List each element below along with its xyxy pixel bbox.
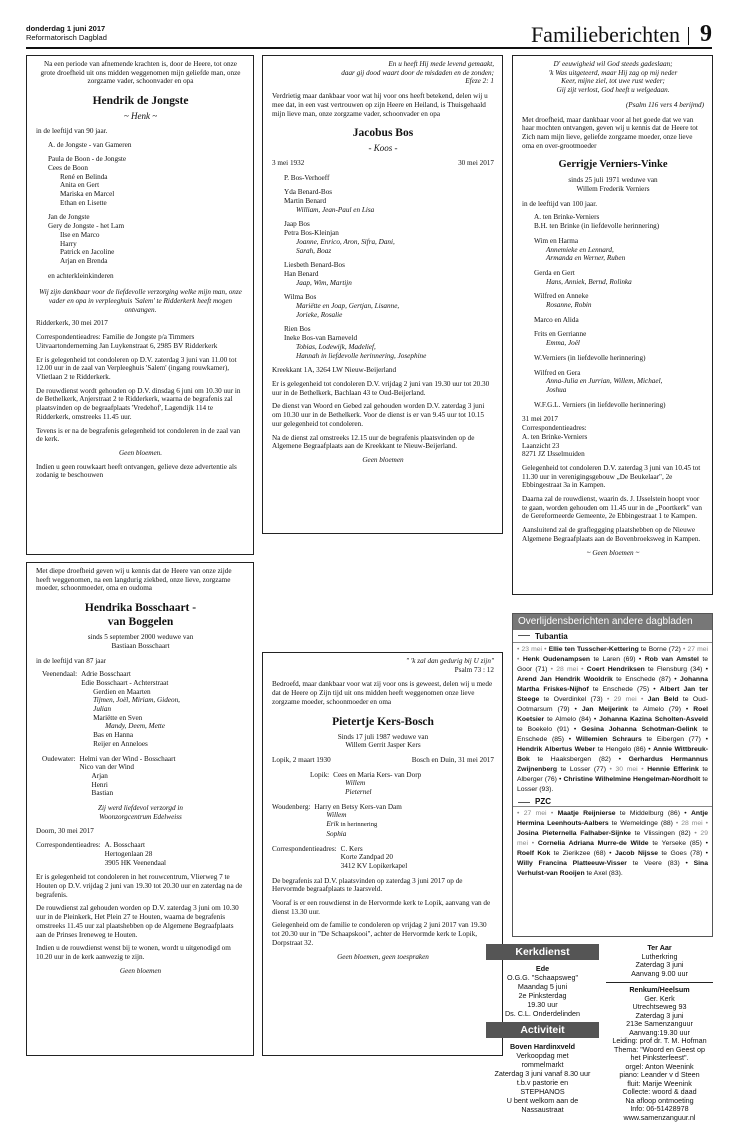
family-member: Nico van der Wind [80,763,245,772]
issue-date: donderdag 1 juni 2017 [26,24,107,33]
birth-date: 3 mei 1932 [272,159,304,168]
family-member: Anna-Julia en Jurrian, Willem, Michael, [522,377,704,386]
family-member: Cees de Boon [36,164,245,173]
family-member: René en Belinda [36,173,245,182]
notice-date: 31 mei 2017 [522,415,704,424]
family-member: Tobias, Lodewijk, Madelief, [272,343,494,352]
correspondence-street: Hertogenlaan 28 [105,850,245,859]
divider [606,982,713,983]
place-date: Doorn, 30 mei 2017 [36,827,245,836]
service-info: De rouwdienst wordt gehouden op D.V. dinsdag 6 juni om 10.30 uur in de Bethelkerk, Anjerstraat 2 te Ridderkerk, waarna de begrafenis zal plaatsvinden op de begraafplaats 'Vredehof', Lagendijk 114 te Ridderkerk, omstreeks 11.45 uur. [36,387,245,422]
kerkdienst-place: Ede [486,964,599,973]
renkum-line: het Pinksterfeest". [606,1054,713,1063]
verse-line-1: D' eeuwigheid wil God steeds gadeslaan; [522,60,704,69]
ter-aar-title: Ter Aar [606,944,713,953]
family-list [80,755,245,799]
kerkdienst-line: 2e Pinksterdag [486,991,599,1000]
family-list [522,213,704,409]
correspondence-city: 3905 HK Veenendaal [105,859,245,868]
verse-line-2: daar gij dood waart door de misdaden en de zonden; [272,69,494,78]
family-member: Jaap Bos [272,220,494,229]
care-thanks: Wij zijn dankbaar voor de liefdevolle verzorging welke mijn man, onze vader en opa in verpleeghuis 'Salem' te Ridderkerk heeft mogen ontvangen. [36,288,245,314]
deceased-nickname: - Koos - [272,144,494,153]
family-member: Gery de Jongste - het Lam [36,222,245,231]
widow-line-2: Willem Frederik Verniers [522,185,704,194]
no-flowers: Geen bloemen [272,456,494,465]
family-member: Sarah, Boaz [272,247,494,256]
family-member: Pieternel [333,788,494,797]
death-notice-verniers-vinke [512,55,713,595]
condolence-info: Er is gelegenheid tot condoleren op D.V. zaterdag 3 juni van 11.00 tot 12.00 uur in de zaal van Verpleeghuis 'Salem' (ingang rouwkamer), Vlietlaan 2 te Ridderkerk. [36,356,245,382]
family-member: Wilma Bos [272,293,494,302]
renkum-line: fluit: Marije Weenink [606,1080,713,1089]
family-member: Arjan en Brenda [36,257,245,266]
family-place-label: Oudewater: [36,755,76,799]
family-member: Ilse en Marco [36,231,245,240]
renkum-line: 213e Samenzanguur [606,1020,713,1029]
renkum-line: Leiding: prof dr. T. M. Hofman [606,1037,713,1046]
birth-date: Lopik, 2 maart 1930 [272,756,331,765]
condolence-info: Gelegenheid om de familie te condoleren op vrijdag 2 juni 2017 van 19.30 tot 20.30 uur in "De Schaapskooi", achter de Hervormde kerk te Lopik, Dorpstraat 32. [272,921,494,947]
no-flowers: Geen bloemen, geen toespraken [272,953,494,962]
family-member: Petra Bos-Kleinjan [272,229,494,238]
section-title: Familieberichten [531,23,680,47]
renkum-line: Na afloop ontmoeting [606,1097,713,1106]
family-member: Joanne, Enrico, Aron, Sifra, Dani, [272,238,494,247]
death-date: 30 mei 2017 [458,159,494,168]
widow-line-2: Willem Gerrit Jasper Kers [272,741,494,750]
family-member: Helmi van der Wind - Bosschaart [80,755,245,764]
pzc-list: • 27 mei • Maatje Reijnierse te Middelburg (86) • Antje Hermina Leenhouts-Aalbers te Wemeldinge (88) • 28 mei • Josina Pieternella Falhaber-Sijnke te Vlissingen (82) • 29 mei • Cornelia Adriana Murre-de Wilde te Yerseke (85) • Roelf Kok te Zierikzee (68) • Jacob Nijsse te Goes (78) • Willy Francina Platteeuw-Visser te Veere (83) • Sina Verhulst-van Rooijen te Axel (83). [513,807,712,881]
service-info: De rouwdienst zal gehouden worden op D.V. zaterdag 3 juni om 10.30 uur in de Pleinkerk, Het Plein 27 te Houten, waarna de begrafenis omstreeks 11.45 uur zal plaatshebben op de Algemene Begraafplaats aan de Prinses Ireneweg te Houten. [36,904,245,939]
family-member: Jaap, Wim, Martijn [272,279,494,288]
family-member: Adrie Bosschaart [81,670,245,679]
source-pzc: PZC [513,797,712,807]
family-member: Ethan en Lisette [36,199,245,208]
widow-line-1: sinds 5 september 2000 weduwe van [36,633,245,642]
correspondence-address [272,845,494,871]
notice-intro: Verdrietig maar dankbaar voor wat hij voor ons heeft betekend, delen wij u mee dat, in een vast vertrouwen op zijn Heere en Heiland, is Thuisgehaald mijn lieve man, onze zorgzame vader, schoonvader en opa [272,92,494,118]
family-member: Marco en Alida [522,316,704,325]
activiteit-line: Zaterdag 3 juni vanaf 8.30 uur [486,1069,599,1078]
renkum-line: www.samenzanguur.nl [606,1114,713,1122]
family-member: Paula de Boon - de Jongste [36,155,245,164]
kerkdienst-line: O.G.G. "Schaapsweg" [486,973,599,982]
death-notice-bos [262,55,503,534]
care-line-2: Woonzorgcentrum Edelweiss [36,813,245,822]
family-member: A. ten Brinke-Verniers [522,213,704,222]
activiteit-line: t.b.v pastorie en [486,1078,599,1087]
renkum-line: Info: 06-51428978 [606,1105,713,1114]
renkum-line: orgel: Anton Weenink [606,1063,713,1072]
family-member: W.Verniers (in liefdevolle herinnering) [522,354,704,363]
family-member: Han Benard [272,270,494,279]
family-oudewater [36,755,245,799]
correspondence-label: Correspondentieadres: [272,845,337,871]
family-member: Mariëtte en Sven [81,714,245,723]
kerkdienst-line: Maandag 5 juni [486,982,599,991]
widow-line-1: Sinds 17 juli 1987 weduwe van [272,733,494,742]
death-date: Bosch en Duin, 31 mei 2017 [412,756,494,765]
family-member: Bas en Hanna [81,731,245,740]
deceased-age: in de leeftijd van 100 jaar. [522,200,704,209]
no-flowers: ~ Geen bloemen ~ [522,549,704,558]
family-member: Jan de Jongste [36,213,245,222]
deceased-name: Pietertje Kers-Bosch [272,715,494,729]
correspondence-label: Correspondentieadres: [36,841,101,867]
source-tubantia: Tubantia [513,630,712,643]
deceased-name-line-1: Hendrika Bosschaart - [36,601,245,615]
widow-line-2: Bastiaan Bosschaart [36,642,245,651]
correspondence-address: Correspondentieadres: Familie de Jongste p/a Timmers Uitvaartonderneming Jan Luykenstraat 6, 2985 BV Ridderkerk [36,333,245,350]
correspondence-label: Correspondentieadres: [522,424,704,433]
renkum-title: Renkum/Heelsum [606,986,713,995]
family-member: Mandy, Deem, Mette [81,722,245,731]
family-member: Ineke Bos-van Barneveld [272,334,494,343]
family-member: A. de Jongste - van Gameren [36,141,245,150]
condolence-info: Er is gelegenheid tot condoleren in het rouwcentrum, Vlierweg 7 te Houten op D.V. vrijdag 2 juni van 19.30 tot 20.30 uur en zaterdag na de begrafenis. [36,873,245,899]
death-notice-bosschaart [26,562,254,1056]
family-member: en achterkleinkinderen [36,272,245,281]
family-member: Mariska en Marcel [36,190,245,199]
family-member: Armanda en Werner, Ruben [522,254,704,263]
family-place-label: Veenendaal: [36,670,77,748]
activiteit-line: U bent welkom aan de [486,1096,599,1105]
verse-line: " 'k zal dan gedurig bij U zijn" [272,657,494,666]
renkum-line: Thema: "Woord en Geest op [606,1046,713,1055]
place-date: Ridderkerk, 30 mei 2017 [36,319,245,328]
deceased-name: Gerrigje Verniers-Vinke [522,158,704,172]
church-service-column [486,944,599,1054]
family-member: Anita en Gert [36,181,245,190]
family-member: Liesbeth Benard-Bos [272,261,494,270]
service-info: Daarna zal de rouwdienst, waarin ds. J. IJsselstein hoopt voor te gaan, worden gehouden om 11.45 uur in de „Poortkerk" van de Gereformeerde Gemeente, 2e Ebbingestraat 1 te Kampen. [522,495,704,521]
card-note: Indien u geen rouwkaart heeft ontvangen, gelieve deze advertentie als zodanig te beschouwen [36,463,245,480]
life-dates [272,756,494,765]
correspondence-city: 8271 JZ IJsselmuiden [522,450,704,459]
family-member: Rien Bos [272,325,494,334]
renkum-line: Aanvang:19.30 uur [606,1029,713,1038]
service-info: De dienst van Woord en Gebed zal gehouden worden D.V. zaterdag 3 juni om 10.30 uur in de Bethelkerk. Voor de dienst is er van 9.45 uur tot 10.15 uur gelegenheid tot condoleren. [272,402,494,428]
family-veenendaal [36,670,245,748]
family-list [36,141,245,281]
after-burial-info: Tevens is er na de begrafenis gelegenheid tot condoleren in de zaal van de kerk. [36,427,245,444]
verse-line-4: Gij zijt verlost, God heeft u welgedaan. [522,86,704,95]
family-place-label: Woudenberg: [272,803,310,839]
family-member: Bastian [80,789,245,798]
family-member: Rosanne, Robin [522,301,704,310]
service-info: Vooraf is er een rouwdienst in de Hervormde kerk te Lopik, aanvang van de dienst 13.30 uur. [272,899,494,916]
condolence-info: Er is gelegenheid tot condoleren D.V. vrijdag 2 juni van 19.30 uur tot 20.30 uur in de Bethelkerk, Bachlaan 43 te Oud-Beijerland. [272,380,494,397]
family-member: Annemieke en Lennard, [522,246,704,255]
family-member: Sophia [314,830,494,839]
attendance-note: Indien u de rouwdienst wenst bij te wonen, wordt u uitgenodigd om 10.20 uur in de kerk aanwezig te zijn. [36,944,245,961]
notice-intro: Met diepe droefheid geven wij u kennis dat de Heere van onze zijde heeft weggenomen, na een langdurig ziekbed, onze lieve, zorgzame moeder, schoonmoeder, oma en oudoma [36,567,245,593]
family-member: Patrick en Jacoline [36,248,245,257]
family-member: Julian [81,705,245,714]
other-newspapers-obituaries [512,613,713,937]
activiteit-place: Boven Hardinxveld [486,1042,599,1051]
family-woudenberg [272,803,494,839]
family-member: Arjan [80,772,245,781]
correspondence-street: Korte Zandpad 20 [341,853,494,862]
family-member: Martin Benard [272,197,494,206]
family-member: Reijer en Anneloes [81,740,245,749]
overview-title: Overlijdensberichten andere dagbladen [513,614,712,630]
verse-reference: Efeze 2: 1 [272,77,494,86]
family-place-label: Lopik: [310,771,329,797]
renkum-line: Collecte: woord & daad [606,1088,713,1097]
family-member: Wilfred en Anneke [522,292,704,301]
family-member: William, Jean-Paul en Lisa [272,206,494,215]
family-member: Willem [333,779,494,788]
activiteit-line: STEPHANOS [486,1087,599,1096]
memorial-note: in herinnering [341,821,378,828]
correspondence-city: 3412 KV Lopikerkapel [341,862,494,871]
family-member: Frits en Gerrianne [522,330,704,339]
ter-aar-line: Lutherkring [606,953,713,962]
correspondence-name: A. ten Brinke-Verniers [522,433,704,442]
family-member: Cees en Maria Kers- van Dorp [333,771,494,780]
renkum-line: Zaterdag 3 juni [606,1012,713,1021]
activiteit-line: Nassaustraat [486,1105,599,1114]
deceased-age: in de leeftijd van 90 jaar. [36,127,245,136]
kerkdienst-line: Ds. C.L. Onderdelinden [486,1009,599,1018]
home-address: Kreekkant 1A, 3264 LW Nieuw-Beijerland [272,366,494,375]
family-member: W.F.G.L. Verniers (in liefdevolle herinnering) [522,401,704,410]
activiteit-title: Activiteit [486,1022,599,1038]
verse-line-3: Keer, mijne ziel, tot uwe rust weder; [522,77,704,86]
deceased-name: Hendrik de Jongste [36,94,245,108]
ter-aar-line: Aanvang 9.00 uur [606,970,713,979]
family-lopik [272,771,494,797]
family-list [272,174,494,361]
no-flowers: Geen bloemen. [36,449,245,458]
correspondence-street: Laanzicht 23 [522,442,704,451]
family-member: Henri [80,781,245,790]
family-member: Gerdien en Maarten [81,688,245,697]
family-member: Willem [314,811,494,820]
page-header-left [26,24,107,42]
verse-line-1: En u heeft Hij mede levend gemaakt, [272,60,494,69]
burial-info: Aansluitend zal de grafleggging plaatshebben op de Nieuwe Algemene Begraafplaats aan de Bovenbroeksweg in Kampen. [522,526,704,543]
care-line-1: Zij werd liefdevol verzorgd in [36,804,245,813]
verse-reference: (Psalm 116 vers 4 berijmd) [522,101,704,110]
family-member: Harry en Betsy Kers-van Dam [314,803,494,812]
family-list [81,670,245,748]
family-member: Wilfred en Gera [522,369,704,378]
no-flowers: Geen bloemen [36,967,245,976]
deceased-nickname: ~ Henk ~ [36,112,245,121]
life-dates [272,159,494,168]
family-member: Hannah in liefdevolle herinnering, Josephine [272,352,494,361]
death-notice-de-jongste [26,55,254,555]
page-number: 9 [700,22,712,46]
deceased-name-line-2: van Boggelen [36,615,245,629]
renkum-line: piano: Leander v d Steen [606,1071,713,1080]
family-member: B.H. ten Brinke (in liefdevolle herinnering) [522,222,704,231]
ter-aar-line: Zaterdag 3 juni [606,961,713,970]
deceased-age: in de leeftijd van 87 jaar [36,657,245,666]
burial-info: De begrafenis zal D.V. plaatsvinden op zaterdag 3 juni 2017 op de Hervormde begraafplaats te Jaarsveld. [272,877,494,894]
renkum-line: Utrechtseweg 93 [606,1003,713,1012]
correspondence-address [36,841,245,867]
family-member: Jorieke, Rosalie [272,311,494,320]
correspondence-name: A. Bosschaart [105,841,245,850]
family-member: Tijmen, Joël, Miriam, Gideon, [81,696,245,705]
family-member: Hans, Anniek, Bernd, Rolinka [522,278,704,287]
renkum-line: Ger. Kerk [606,995,713,1004]
death-notice-kers-bosch [262,652,503,1056]
family-member: Harry [36,240,245,249]
events-column [606,944,713,1064]
header-divider [688,27,689,45]
family-member: Mariëtte en Joap, Gertjan, Lisanne, [272,302,494,311]
verse-reference: Psalm 73 : 12 [272,666,494,675]
activiteit-line: rommelmarkt [486,1060,599,1069]
notice-intro: Bedroefd, maar dankbaar voor wat zij voor ons is geweest, delen wij u mede dat de Heere op Zijn tijd uit ons midden heeft weggenomen onze lieve zorgzame moeder, schoonmoeder en oma [272,680,494,706]
family-member: Joshua [522,386,704,395]
widow-line-1: sinds 25 juli 1971 weduwe van [522,176,704,185]
kerkdienst-title: Kerkdienst [486,944,599,960]
tubantia-list: • 23 mei • Ellie ten Tusscher-Kettering te Borne (72) • 27 mei • Henk Oudenampsen te Laren (69) • Rob van Amstel te Goor (71) • 28 mei • Coert Hendriksen te Flensburg (34) • Arend Jan Hendrik Wooldrik te Enschede (87) • Johanna Martha Friskes-Nijhof te Enschede (75) • Albert Jan ter Steege te Overdinkel (73) • 29 mei • Jan Beld te Oud-Ootmarsum (79) • Jan Meijerink te Almelo (79) • Roel Koetsier te Almelo (84) • Johanna Kazina Scholten-Asveld te Boekelo (91) • Gesina Johanna Schotman-Gelink te Enschede (85) • Willemien Schraurs te Eibergen (77) • Hendrik Albertus Weber te Hengelo (86) • Annie Wittbreuk-Bok te Haaksbergen (82) • Gerhardus Hermannus Zwijnenberg te Losser (77) • 30 mei • Hennie Efferink te Alberger (76) • Christine Wilhelmine Hengelman-Nordholt te Losser (93). [513,643,712,797]
paper-name: Reformatorisch Dagblad [26,33,107,42]
family-member: Edie Bosschaart - Achterstraat [81,679,245,688]
family-member: Emma, Joël [522,339,704,348]
notice-intro: Na een periode van afnemende krachten is, door de Heere, tot onze grote droefheid uit ons midden weggenomen mijn geliefde man, onze zorgzame vader, schoonvader en opa [36,60,245,86]
kerkdienst-line: 19.30 uur [486,1000,599,1009]
condolence-info: Gelegenheid tot condoleren D.V. zaterdag 3 juni van 10.45 tot 11.30 uur in verenigingsgebouw „De Beukelaar", 2e Ebbingestraat 3a in Kampen. [522,464,704,490]
family-member: Wim en Harma [522,237,704,246]
family-member: P. Bos-Verhoeff [272,174,494,183]
activiteit-line: Verkoopdag met [486,1051,599,1060]
family-member: Yda Benard-Bos [272,188,494,197]
correspondence-name: C. Kers [341,845,494,854]
family-member: Gerda en Gert [522,269,704,278]
verse-line-2: 'k Was uitgeteerd, maar Hij zag op mij neder [522,69,704,78]
deceased-name: Jacobus Bos [272,126,494,140]
family-member: Erik [326,820,338,828]
notice-intro: Met droefheid, maar dankbaar voor al het goede dat we van haar mochten ontvangen, geven wij u kennis dat de Heere tot Zich nam mijn lieve, geliefde zorgzame moeder, onze lieve oma en over-grootmoeder [522,116,704,151]
header-rule [26,47,712,49]
burial-info: Na de dienst zal omstreeks 12.15 uur de begrafenis plaatsvinden op de Algemene Begraafplaats aan de Kreekkant te Nieuw-Beijerland. [272,434,494,451]
